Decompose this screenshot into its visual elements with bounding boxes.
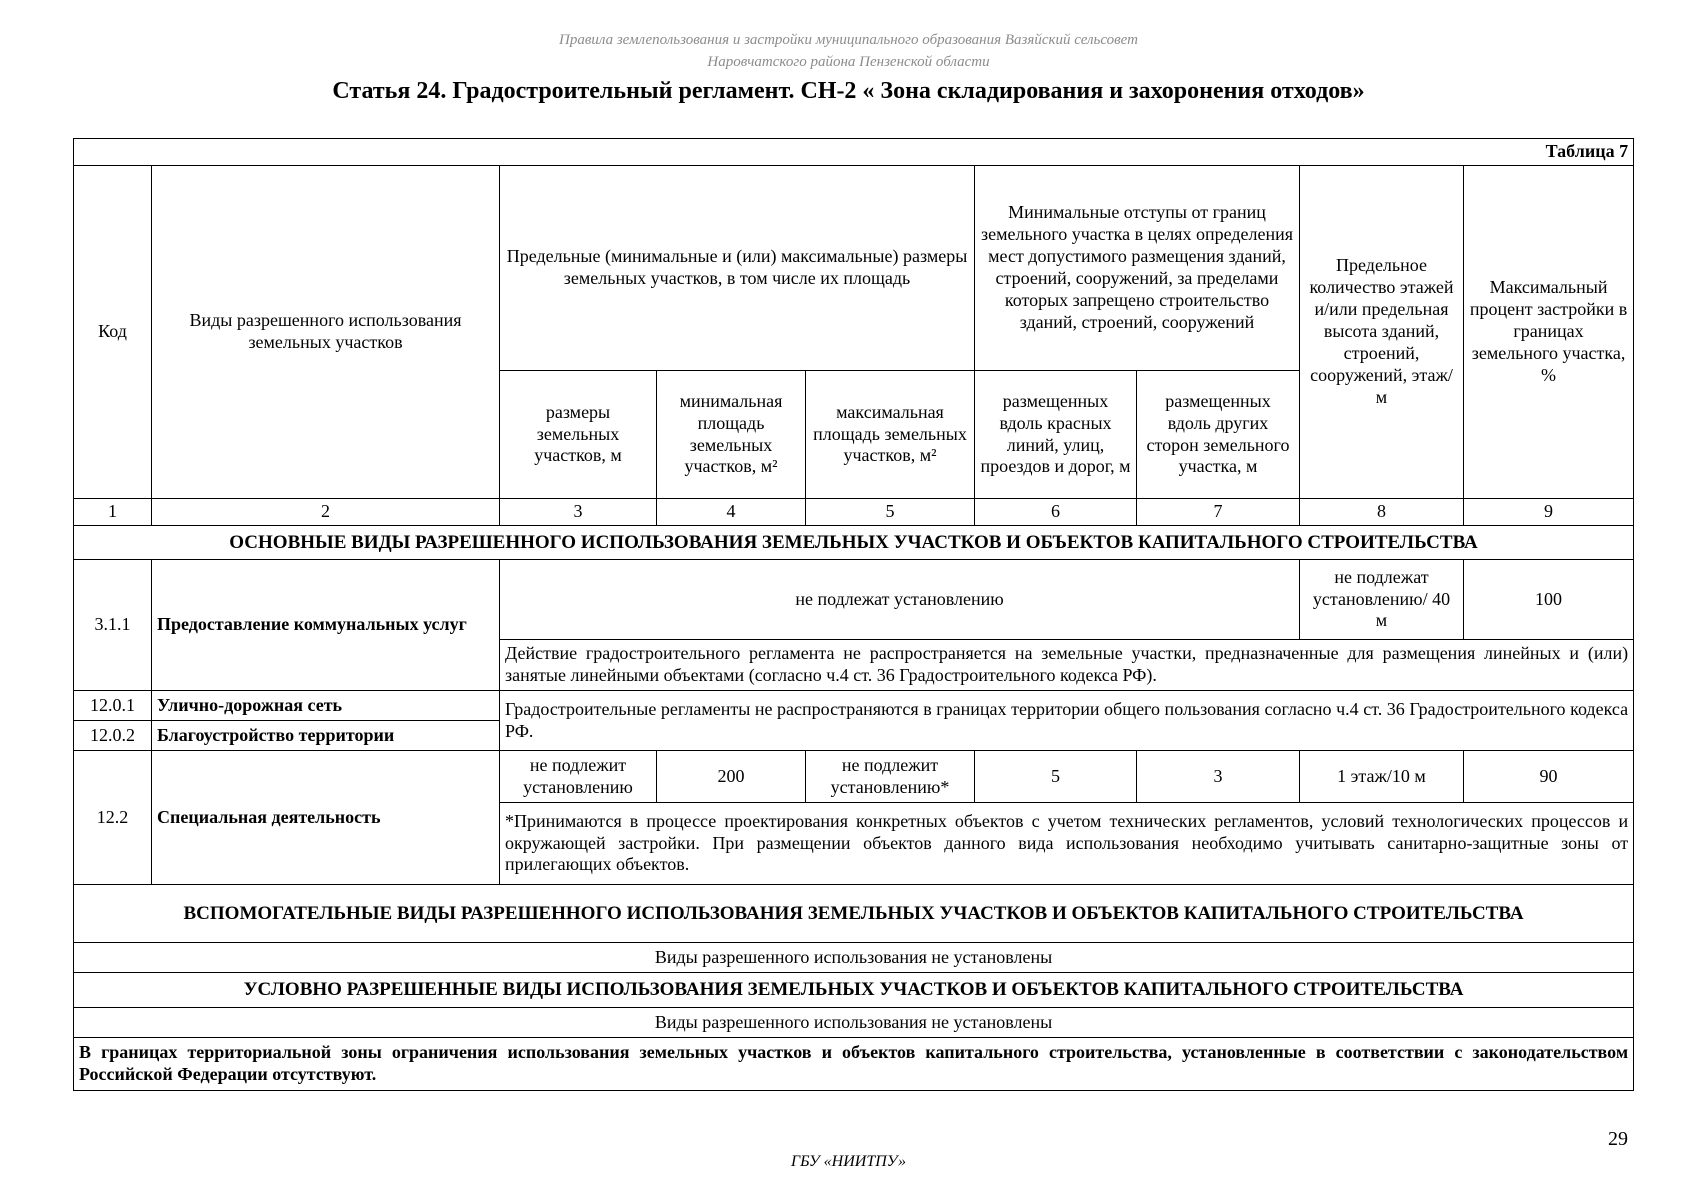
note-12-0: Градостроительные регламенты не распространяются в границах территории общего пользования согласно ч.4 ст. 36 Градостроительного кодекса РФ.	[500, 691, 1634, 751]
col-number: 6	[975, 499, 1137, 526]
percent-3-1-1: 100	[1464, 560, 1634, 640]
code-12-2: 12.2	[74, 751, 152, 885]
header-setbacks-group: Минимальные отступы от границ земельного участка в целях определения мест допустимого размещения зданий, строений, сооружений, за пределами которых запрещено строительство зданий, строений, сооружений	[975, 166, 1300, 371]
sizes-12-2: не подлежит установлению	[500, 751, 657, 803]
note-12-2: *Принимаются в процессе проектирования конкретных объектов с учетом технических регламентов, условий технологических процессов и окружающей застройки. При размещении объектов данного вида использования необходимо учитывать санитарно-защитные зоны от прилегающих объектов.	[500, 803, 1634, 885]
header-max-percent: Максимальный процент застройки в границах земельного участка, %	[1464, 166, 1634, 499]
section-aux-heading: ВСПОМОГАТЕЛЬНЫЕ ВИДЫ РАЗРЕШЕННОГО ИСПОЛЬЗОВАНИЯ ЗЕМЕЛЬНЫХ УЧАСТКОВ И ОБЪЕКТОВ КАПИТАЛЬНОГО СТРОИТЕЛЬСТВА	[74, 885, 1634, 943]
limits-not-set: не подлежат установлению	[500, 560, 1300, 640]
use-name-3-1-1: Предоставление коммунальных услуг	[152, 560, 500, 691]
col-number: 4	[657, 499, 806, 526]
restrictions-note: В границах территориальной зоны ограничения использования земельных участков и объектов капитального строительства, установленные в соответствии с законодательством Российской Федерации отсутствуют.	[74, 1038, 1634, 1091]
header-use-types: Виды разрешенного использования земельных участков	[152, 166, 500, 499]
col-number: 8	[1300, 499, 1464, 526]
col-number: 9	[1464, 499, 1634, 526]
use-name-12-0-1: Улично-дорожная сеть	[152, 691, 500, 721]
table-number: Таблица 7	[74, 139, 1634, 166]
floors-12-2: 1 этаж/10 м	[1300, 751, 1464, 803]
header-sizes: размеры земельных участков, м	[500, 371, 657, 499]
header-floors: Предельное количество этажей и/или предельная высота зданий, строений, сооружений, этаж/м	[1300, 166, 1464, 499]
header-red-lines: размещенных вдоль красных линий, улиц, проездов и дорог, м	[975, 371, 1137, 499]
col-number: 1	[74, 499, 152, 526]
col-number: 7	[1137, 499, 1300, 526]
footer-organization: ГБУ «НИИТПУ»	[791, 1153, 906, 1170]
header-max-area: максимальная площадь земельных участков, м²	[806, 371, 975, 499]
use-name-12-2: Специальная деятельность	[152, 751, 500, 885]
header-limits-group: Предельные (минимальные и (или) максимальные) размеры земельных участков, в том числе их площадь	[500, 166, 975, 371]
col-number: 3	[500, 499, 657, 526]
floors-3-1-1: не подлежат установлению/ 40 м	[1300, 560, 1464, 640]
conditional-none-text: Виды разрешенного использования не установлены	[74, 1008, 1634, 1038]
page-title: Статья 24. Градостроительный регламент. СН-2 « Зона складирования и захоронения отходов»	[332, 78, 1365, 104]
header-min-area: минимальная площадь земельных участков, м²	[657, 371, 806, 499]
code-3-1-1: 3.1.1	[74, 560, 152, 691]
regulation-table	[73, 138, 1634, 1091]
col-number: 5	[806, 499, 975, 526]
running-header-line1: Правила землепользования и застройки муниципального образования Вазяйский сельсовет	[559, 32, 1138, 48]
percent-12-2: 90	[1464, 751, 1634, 803]
col-number: 2	[152, 499, 500, 526]
max-area-12-2: не подлежит установлению*	[806, 751, 975, 803]
running-header-line2: Наровчатского района Пензенской области	[707, 54, 990, 70]
section-conditional-heading: УСЛОВНО РАЗРЕШЕННЫЕ ВИДЫ ИСПОЛЬЗОВАНИЯ ЗЕМЕЛЬНЫХ УЧАСТКОВ И ОБЪЕКТОВ КАПИТАЛЬНОГО СТРОИТЕЛЬСТВА	[74, 973, 1634, 1008]
other-sides-12-2: 3	[1137, 751, 1300, 803]
header-other-sides: размещенных вдоль других сторон земельного участка, м	[1137, 371, 1300, 499]
use-name-12-0-2: Благоустройство территории	[152, 721, 500, 751]
code-12-0-2: 12.0.2	[74, 721, 152, 751]
aux-none-text: Виды разрешенного использования не установлены	[74, 943, 1634, 973]
column-numbers-row	[74, 499, 1634, 526]
min-area-12-2: 200	[657, 751, 806, 803]
page-number: 29	[1608, 1128, 1628, 1150]
header-code: Код	[74, 166, 152, 499]
section-main-heading: ОСНОВНЫЕ ВИДЫ РАЗРЕШЕННОГО ИСПОЛЬЗОВАНИЯ ЗЕМЕЛЬНЫХ УЧАСТКОВ И ОБЪЕКТОВ КАПИТАЛЬНОГО СТРОИТЕЛЬСТВА	[74, 526, 1634, 560]
note-3-1-1: Действие градостроительного регламента не распространяется на земельные участки, предназначенные для размещения линейных и (или) занятые линейными объектами (согласно ч.4 ст. 36 Градостроительного кодекса РФ).	[500, 640, 1634, 691]
red-lines-12-2: 5	[975, 751, 1137, 803]
code-12-0-1: 12.0.1	[74, 691, 152, 721]
